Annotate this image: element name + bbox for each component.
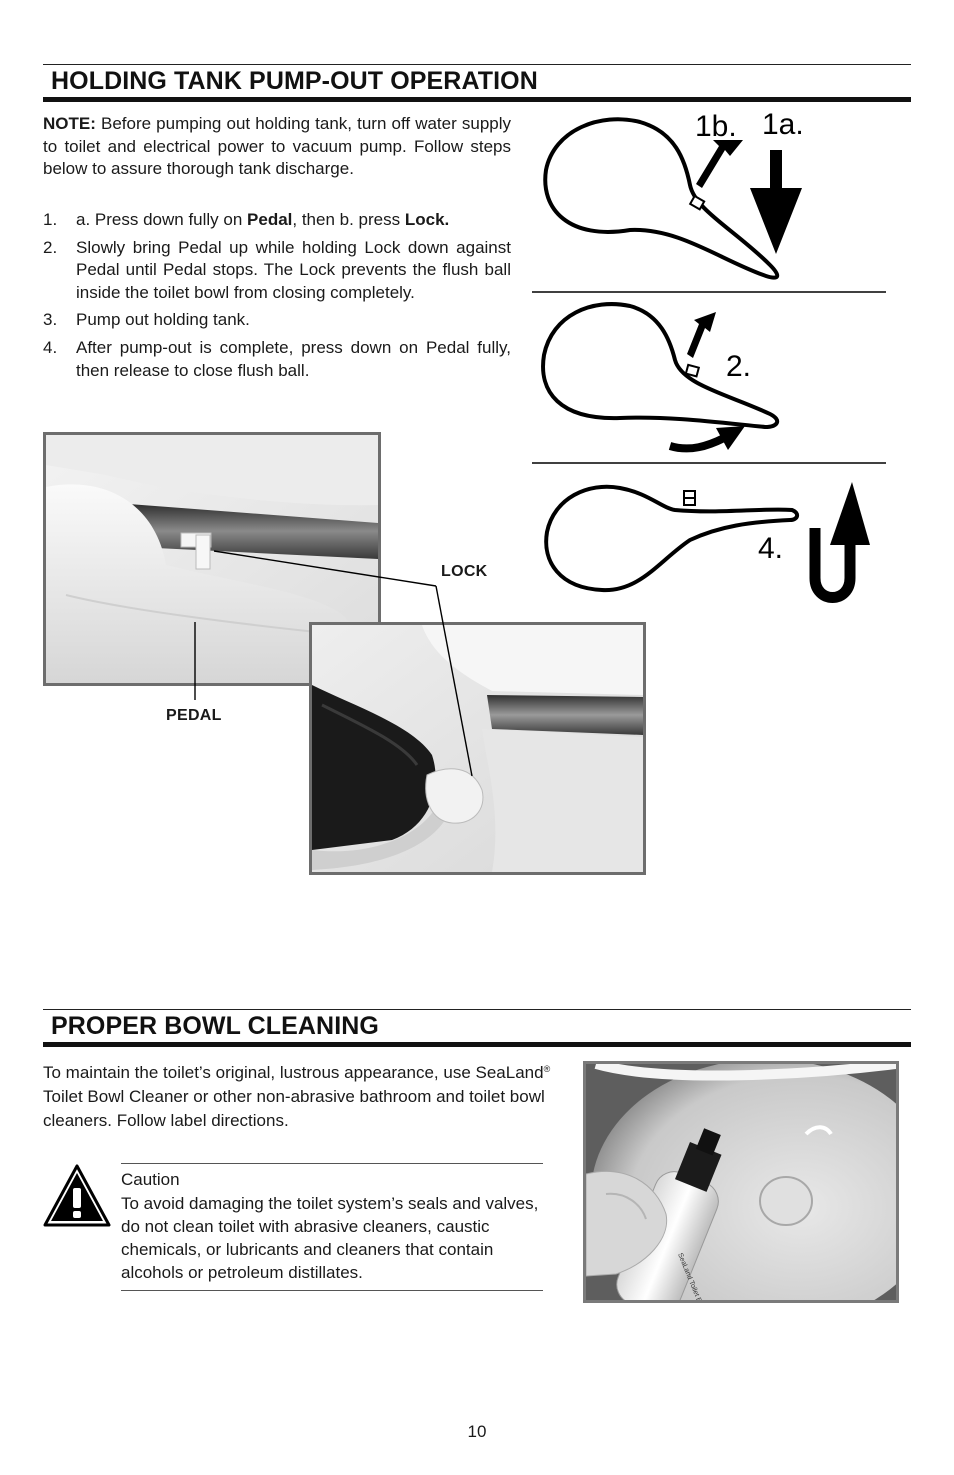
lock-callout: LOCK bbox=[441, 563, 488, 580]
label-4: 4. bbox=[758, 532, 784, 565]
pumpout-heading: HOLDING TANK PUMP-OUT OPERATION bbox=[51, 67, 538, 95]
label-2: 2. bbox=[726, 350, 752, 383]
step-4 bbox=[43, 337, 511, 382]
diagram-panel-1 bbox=[545, 108, 803, 278]
pumpout-steps bbox=[43, 209, 511, 387]
diagram-panel-2 bbox=[543, 304, 777, 450]
registered-mark: ® bbox=[543, 1064, 551, 1074]
step-3-text: Pump out holding tank. bbox=[76, 310, 250, 330]
note-text: Before pumping out holding tank, turn off water supply to toilet and electrical power to vacuum pump. Follow steps below to assure thorough tank discharge. bbox=[43, 114, 511, 179]
cleaning-section-header bbox=[43, 1009, 911, 1047]
label-1b: 1b. bbox=[695, 110, 737, 143]
pedal-outline-1 bbox=[545, 119, 777, 277]
step-1-text-b: , then b. press bbox=[292, 210, 405, 229]
pedal-callout: PEDAL bbox=[166, 707, 222, 724]
u-turn-arrow-head-4 bbox=[830, 482, 870, 545]
note-label: NOTE: bbox=[43, 114, 96, 133]
caution-body: To avoid damaging the toilet system’s seals and valves, do not clean toilet with abrasive cleaners, caustic chemicals, or lubricants and cleaners that contain alcohols or petroleum distillates. bbox=[121, 1194, 539, 1282]
pumpout-note bbox=[43, 113, 511, 181]
step-1-lock: Lock. bbox=[404, 210, 450, 229]
bowl-cleaning-photo bbox=[583, 1061, 899, 1303]
step-1-text-a: a. Press down fully on bbox=[76, 210, 248, 229]
arrow-2-curved bbox=[670, 438, 724, 448]
warning-triangle-icon bbox=[42, 1163, 112, 1229]
pedal-diagram bbox=[530, 100, 900, 620]
page-number: 10 bbox=[467, 1422, 487, 1441]
cleaning-heading: PROPER BOWL CLEANING bbox=[51, 1012, 379, 1040]
step-3-number: 3. bbox=[43, 310, 58, 330]
step-4-text: After pump-out is complete, press down on Pedal fully, then release to close flush ball. bbox=[76, 337, 511, 380]
step-2 bbox=[43, 237, 511, 305]
cleaning-text-1: To maintain the toilet’s original, lustrous appearance, use SeaLand bbox=[43, 1063, 544, 1082]
cleaning-instructions bbox=[43, 1057, 553, 1133]
caution-box bbox=[121, 1163, 543, 1291]
caution-title: Caution bbox=[121, 1170, 180, 1189]
step-3 bbox=[43, 309, 511, 332]
lock-marker-2 bbox=[686, 365, 699, 377]
step-1-pedal: Pedal bbox=[247, 210, 293, 229]
cleaning-text-2: Toilet Bowl Cleaner or other non-abrasive bathroom and toilet bowl cleaners. Follow label directions. bbox=[43, 1087, 545, 1130]
step-2-text: Slowly bring Pedal up while holding Lock down against Pedal until Pedal stops. The Lock prevents the flush ball inside the toilet bowl from closing completely. bbox=[76, 237, 511, 302]
step-1 bbox=[43, 209, 511, 232]
arrow-2-down bbox=[687, 312, 716, 358]
label-1a: 1a. bbox=[762, 108, 804, 141]
pumpout-section-header bbox=[43, 64, 911, 102]
step-4-number: 4. bbox=[43, 337, 58, 357]
arrow-1a bbox=[750, 150, 802, 254]
diagram-panel-4 bbox=[546, 482, 870, 598]
arrow-1b bbox=[696, 140, 743, 188]
foot-pedal-photo bbox=[309, 622, 646, 875]
step-2-number: 2. bbox=[43, 237, 58, 257]
step-1-number: 1. bbox=[43, 210, 58, 229]
